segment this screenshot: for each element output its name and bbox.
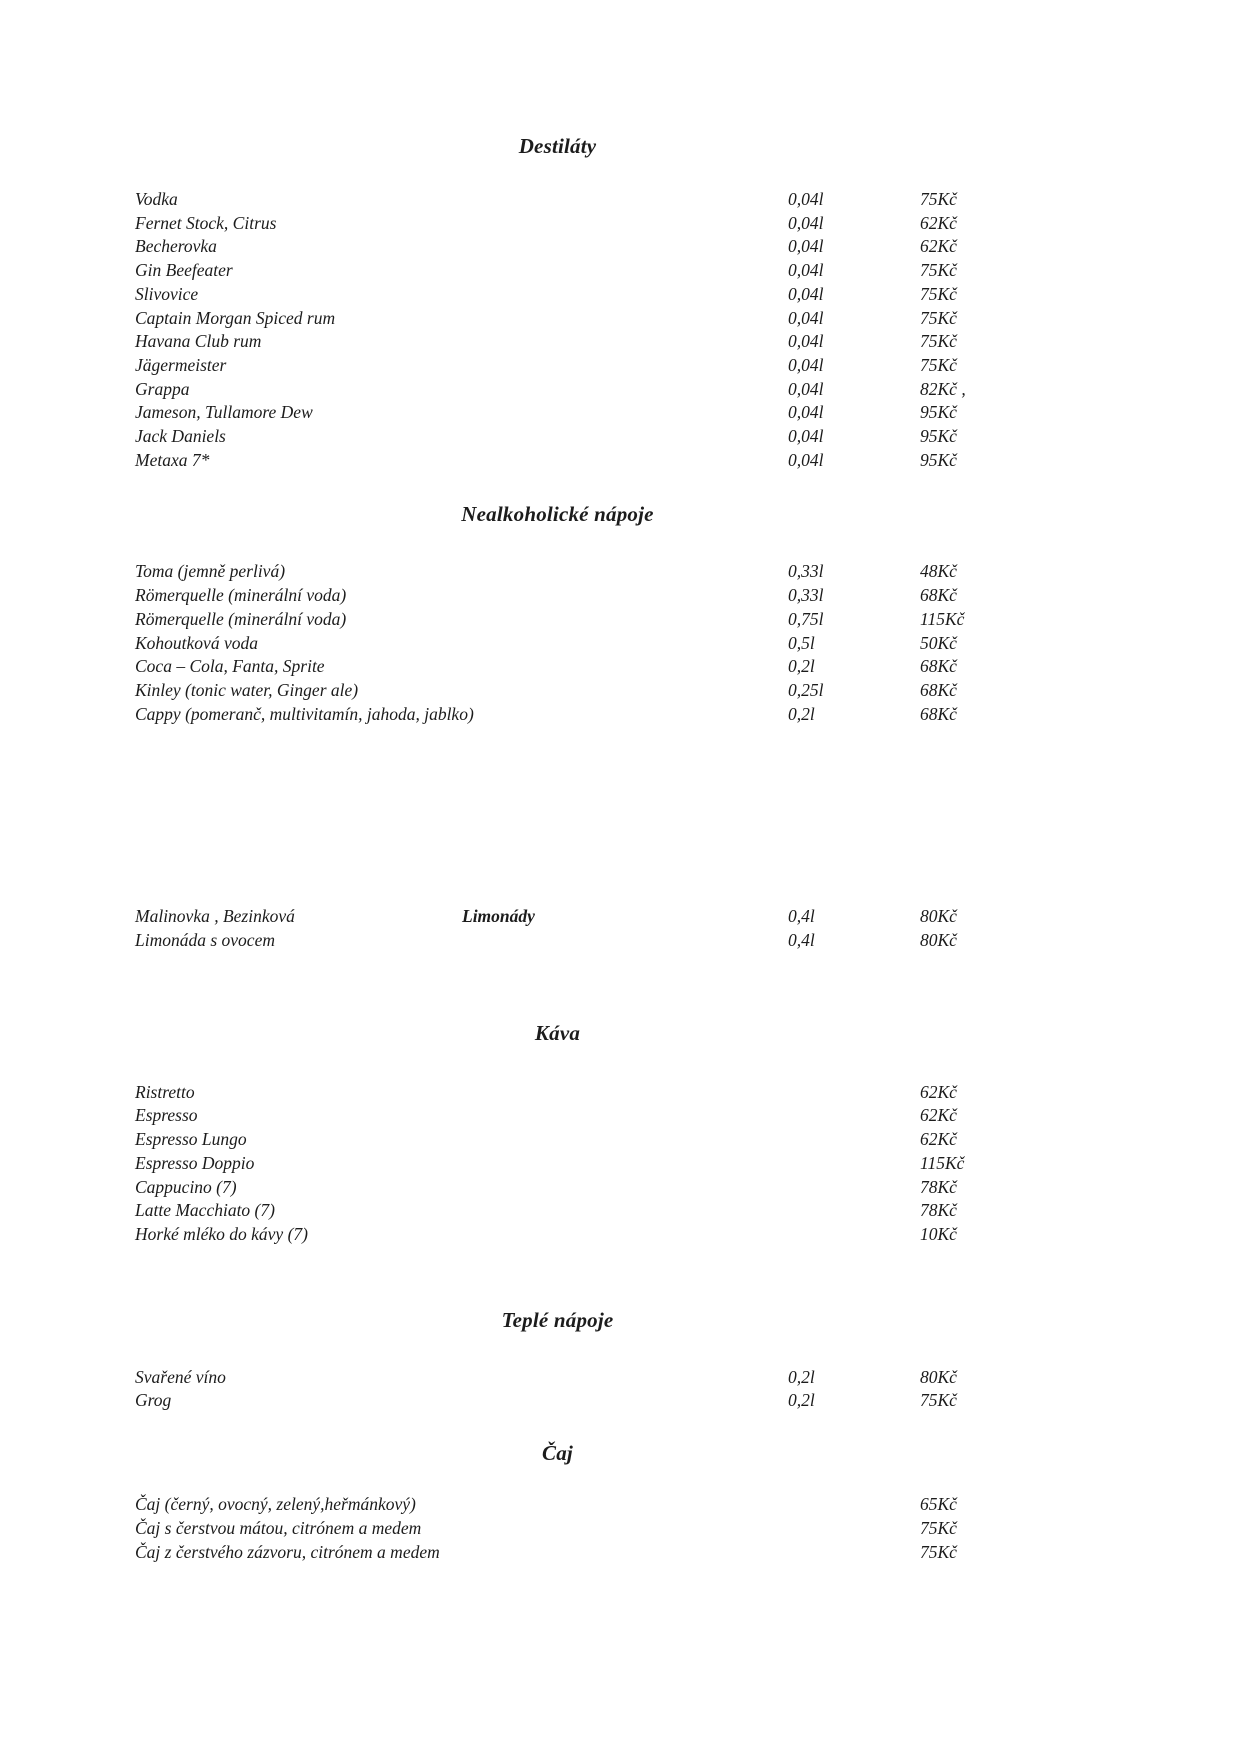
- item-volume: 0,04l: [788, 189, 824, 209]
- item-name: Ristretto: [135, 1081, 195, 1102]
- menu-section: [135, 1306, 980, 1413]
- item-volume: 0,5l: [788, 632, 815, 653]
- item-name: Latte Macchiato (7): [135, 1200, 275, 1221]
- item-name: Toma (jemně perlivá): [135, 561, 286, 582]
- item-name: Čaj (černý, ovocný, zelený,heřmánkový): [135, 1494, 416, 1515]
- item-name: Čaj s čerstvou mátou, citrónem a medem: [135, 1517, 422, 1538]
- item-name: Becherovka: [135, 236, 217, 257]
- item-price: 95Kč: [920, 426, 957, 447]
- item-price: 115Kč: [920, 1152, 965, 1173]
- item-name: Espresso Doppio: [135, 1152, 255, 1173]
- item-price: 82Kč ,: [920, 378, 966, 399]
- menu-item-row: [135, 188, 980, 212]
- item-name: Fernet Stock, Citrus: [135, 212, 277, 233]
- item-price: 62Kč: [920, 212, 957, 233]
- section-rows: [135, 905, 980, 952]
- item-volume: 0,2l: [788, 656, 815, 677]
- section-heading: Nealkoholické nápoje: [461, 502, 654, 527]
- item-name: Kinley (tonic water, Ginger ale): [135, 679, 359, 700]
- menu-section: [135, 132, 980, 472]
- menu-item-row: [135, 354, 980, 378]
- item-name: Espresso Lungo: [135, 1129, 247, 1150]
- menu-item-row: [135, 283, 980, 307]
- item-volume: 0,04l: [788, 378, 824, 399]
- item-name: Metaxa 7*: [135, 449, 210, 470]
- item-price: 75Kč: [920, 1517, 957, 1538]
- item-volume: 0,04l: [788, 260, 824, 281]
- item-name: Jägermeister: [135, 354, 227, 375]
- item-price: 115Kč: [920, 608, 965, 629]
- item-volume: 0,2l: [788, 1390, 815, 1411]
- item-price: 78Kč: [920, 1176, 957, 1197]
- item-price: 80Kč: [920, 930, 957, 951]
- item-price: 50Kč: [920, 632, 957, 653]
- menu-item-row: [135, 703, 980, 727]
- item-name: Grog: [135, 1390, 172, 1411]
- menu-item-row: [135, 905, 980, 929]
- menu-item-row: [135, 1541, 980, 1565]
- menu-item-row: [135, 608, 980, 632]
- menu-item-row: [135, 1104, 980, 1128]
- item-volume: 0,04l: [788, 236, 824, 257]
- section-heading: Destiláty: [518, 134, 597, 158]
- item-volume: 0,04l: [788, 331, 824, 352]
- item-volume: 0,33l: [788, 585, 824, 606]
- item-price: 78Kč: [920, 1200, 957, 1221]
- item-name: Havana Club rum: [135, 331, 262, 352]
- menu-item-row: [135, 1517, 980, 1541]
- menu-item-row: [135, 401, 980, 425]
- section-rows: [135, 1081, 980, 1247]
- menu-item-row: [135, 679, 980, 703]
- item-name: Grappa: [135, 378, 190, 399]
- item-price: 80Kč: [920, 1366, 957, 1387]
- item-name: Römerquelle (minerální voda): [135, 608, 347, 629]
- item-name: Limonády Malinovka , Bezinková: [135, 905, 788, 929]
- item-volume: 0,04l: [788, 283, 824, 304]
- item-volume: 0,4l: [788, 906, 815, 927]
- menu-item-row: [135, 1366, 980, 1390]
- item-volume: 0,2l: [788, 1366, 815, 1387]
- item-volume: 0,04l: [788, 212, 824, 233]
- item-price: 80Kč: [920, 906, 957, 927]
- menu-item-row: [135, 1493, 980, 1517]
- section-heading: Káva: [534, 1020, 581, 1045]
- section-heading: Čaj: [542, 1441, 573, 1466]
- item-volume: 0,04l: [788, 426, 824, 447]
- menu-item-row: [135, 449, 980, 473]
- section-rows: [135, 1493, 980, 1564]
- item-price: 10Kč: [920, 1223, 957, 1244]
- menu-item-row: [135, 1176, 980, 1200]
- item-price: 62Kč: [920, 1129, 957, 1150]
- item-name: Jameson, Tullamore Dew: [135, 402, 313, 423]
- item-volume: 0,04l: [788, 402, 824, 423]
- item-name: Vodka: [135, 189, 178, 209]
- item-name: Cappy (pomeranč, multivitamín, jahoda, jablko): [135, 703, 474, 724]
- item-price: 68Kč: [920, 679, 957, 700]
- item-price: 68Kč: [920, 656, 957, 677]
- item-price: 95Kč: [920, 449, 957, 470]
- menu-item-row: [135, 307, 980, 331]
- item-price: 65Kč: [920, 1494, 957, 1515]
- item-name: Captain Morgan Spiced rum: [135, 307, 336, 328]
- item-price: 62Kč: [920, 236, 957, 257]
- item-name: Limonáda s ovocem: [135, 930, 275, 951]
- menu-item-row: [135, 560, 980, 584]
- item-price: 48Kč: [920, 561, 957, 582]
- menu-item-row: [135, 655, 980, 679]
- item-name: Horké mléko do kávy (7): [135, 1223, 308, 1244]
- item-name: Cappucino (7): [135, 1176, 237, 1197]
- menu-section: [135, 500, 980, 726]
- menu-item-row: [135, 378, 980, 402]
- menu-item-row: [135, 235, 980, 259]
- item-price: 75Kč: [920, 260, 957, 281]
- item-name: Römerquelle (minerální voda): [135, 585, 347, 606]
- item-name: Coca – Cola, Fanta, Sprite: [135, 656, 325, 677]
- item-price: 75Kč: [920, 1390, 957, 1411]
- item-name: Svařené víno: [135, 1366, 226, 1387]
- item-price: 62Kč: [920, 1081, 957, 1102]
- item-volume: 0,04l: [788, 307, 824, 328]
- item-price: 75Kč: [920, 189, 957, 209]
- item-price: 75Kč: [920, 354, 957, 375]
- section-rows: [135, 1366, 980, 1413]
- menu-item-row: [135, 425, 980, 449]
- menu-item-row: [135, 632, 980, 656]
- menu-item-row: [135, 1223, 980, 1247]
- item-price: 75Kč: [920, 331, 957, 352]
- item-name: Kohoutková voda: [135, 632, 258, 653]
- menu-item-row: [135, 1128, 980, 1152]
- item-name: Gin Beefeater: [135, 260, 233, 281]
- item-price: 68Kč: [920, 703, 957, 724]
- menu-item-row: [135, 1389, 980, 1413]
- item-name: Slivovice: [135, 283, 199, 304]
- menu-item-row: [135, 1152, 980, 1176]
- item-volume: 0,33l: [788, 561, 824, 582]
- item-volume: 0,04l: [788, 449, 824, 470]
- item-price: 62Kč: [920, 1105, 957, 1126]
- inline-section-heading: Limonády: [462, 906, 535, 927]
- item-name: Čaj z čerstvého zázvoru, citrónem a medem: [135, 1541, 440, 1562]
- item-name: Espresso: [135, 1105, 198, 1126]
- item-volume: 0,75l: [788, 608, 824, 629]
- menu-section: [135, 1019, 980, 1247]
- item-volume: 0,25l: [788, 679, 824, 700]
- section-rows: [135, 188, 980, 472]
- menu-section: [135, 905, 980, 952]
- menu-item-row: [135, 1081, 980, 1105]
- section-rows: [135, 560, 980, 726]
- menu-item-row: [135, 1199, 980, 1223]
- menu-item-row: [135, 259, 980, 283]
- menu-section: [135, 1439, 980, 1564]
- section-heading: Teplé nápoje: [501, 1307, 614, 1332]
- menu-item-row: [135, 929, 980, 953]
- item-price: 75Kč: [920, 283, 957, 304]
- item-price: 68Kč: [920, 585, 957, 606]
- menu-content: [135, 132, 980, 1564]
- menu-item-row: [135, 212, 980, 236]
- item-volume: 0,4l: [788, 930, 815, 951]
- item-name: Jack Daniels: [135, 426, 226, 447]
- item-volume: 0,04l: [788, 354, 824, 375]
- item-price: 75Kč: [920, 1541, 957, 1562]
- item-volume: 0,2l: [788, 703, 815, 724]
- item-price: 75Kč: [920, 307, 957, 328]
- item-price: 95Kč: [920, 402, 957, 423]
- menu-item-row: [135, 330, 980, 354]
- menu-item-row: [135, 584, 980, 608]
